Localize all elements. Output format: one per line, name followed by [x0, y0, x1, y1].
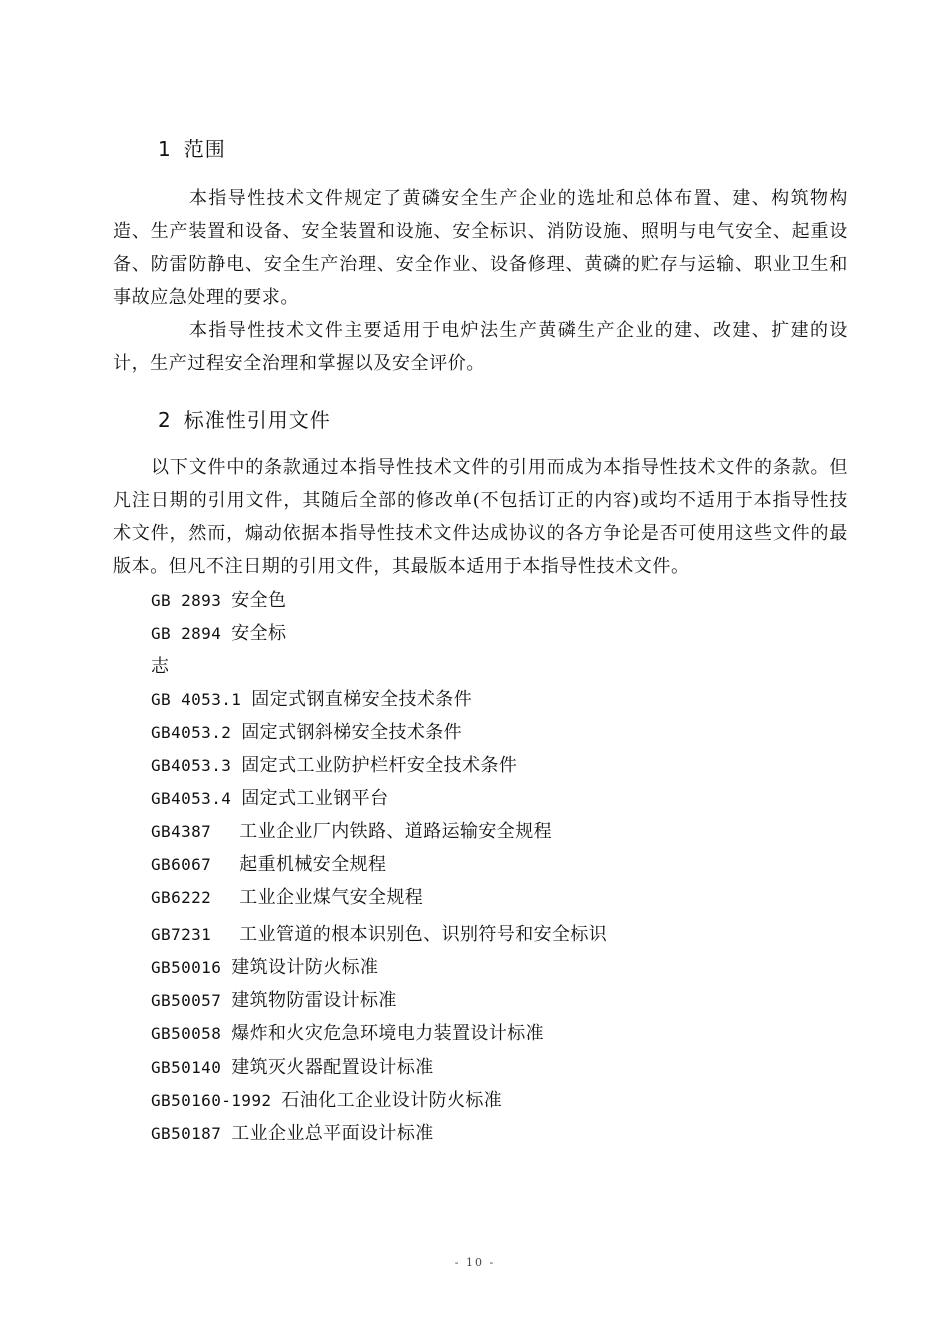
section-1-title: 范围 — [183, 137, 226, 161]
reference-item — [151, 751, 517, 777]
reference-title: 安全标 — [231, 623, 287, 644]
reference-code: GB 2894 — [151, 624, 222, 643]
reference-title: 石油化工企业设计防火标准 — [281, 1090, 503, 1111]
reference-title: 起重机械安全规程 — [239, 854, 387, 875]
reference-code: GB4053.4 — [151, 789, 232, 808]
reference-code: GB4053.3 — [151, 756, 232, 775]
reference-code: GB 4053.1 — [151, 690, 242, 709]
reference-item — [151, 1019, 544, 1045]
section-1-paragraph-2: 本指导性技术文件主要适用于电炉法生产黄磷生产企业的建、改建、扩建的设计，生产过程安全治理和掌握以及安全评价。 — [113, 320, 848, 374]
reference-item — [151, 718, 462, 744]
reference-code: GB50140 — [151, 1058, 222, 1077]
section-2-intro: 以下文件中的条款通过本指导性技术文件的引用而成为本指导性技术文件的条款。但凡注日期的引用文件，其随后全部的修改单(不包括订正的内容)或均不适用于本指导性技术文件，然而，煽动依据本指导性技术文件达成协议的各方争论是否可使用这些文件的最版本。但凡不注日期的引用文件，其最版本适用于本指导性技术文件。 — [113, 457, 848, 577]
reference-title: 工业管道的根本识别色、识别符号和安全标识 — [239, 924, 608, 945]
reference-code: GB 2893 — [151, 591, 222, 610]
section-2-title: 标准性引用文件 — [183, 408, 331, 432]
reference-item — [151, 619, 286, 645]
reference-item — [151, 953, 378, 979]
section-1-heading — [158, 133, 226, 162]
reference-code: GB50058 — [151, 1024, 222, 1043]
reference-title: 建筑设计防火标准 — [231, 957, 379, 978]
reference-item — [151, 817, 552, 843]
reference-item — [151, 652, 169, 678]
reference-code: GB50160-1992 — [151, 1091, 272, 1110]
reference-item — [151, 586, 286, 612]
reference-item — [151, 784, 388, 810]
reference-item — [151, 986, 397, 1012]
reference-code: GB50016 — [151, 958, 222, 977]
reference-item — [151, 883, 423, 909]
reference-title: 工业企业厂内铁路、道路运输安全规程 — [239, 821, 553, 842]
reference-title: 固定式工业钢平台 — [241, 788, 389, 809]
reference-code: GB7231 — [151, 925, 212, 944]
reference-title: 爆炸和火灾危急环境电力装置设计标准 — [231, 1023, 545, 1044]
reference-item — [151, 1119, 434, 1145]
reference-code: GB6067 — [151, 855, 212, 874]
reference-item — [151, 1086, 502, 1112]
page-number: - 10 - — [454, 1256, 496, 1269]
section-2-heading — [158, 404, 331, 433]
section-1-number: 1 — [158, 137, 172, 161]
section-1-paragraph-1: 本指导性技术文件规定了黄磷安全生产企业的选址和总体布置、建、构筑物构造、生产装置和设备、安全装置和设施、安全标识、消防设施、照明与电气安全、起重设备、防雷防静电、安全生产治理、安全作业、设备修理、黄磷的贮存与运输、职业卫生和事故应急处理的要求。 — [113, 188, 848, 308]
reference-title: 固定式钢斜梯安全技术条件 — [241, 722, 463, 743]
section-2-number: 2 — [158, 408, 172, 432]
reference-title: 安全色 — [231, 590, 287, 611]
reference-code: GB50057 — [151, 991, 222, 1010]
reference-code: GB6222 — [151, 888, 212, 907]
reference-title: 工业企业总平面设计标准 — [231, 1123, 434, 1144]
reference-title: 固定式工业防护栏杆安全技术条件 — [241, 755, 518, 776]
reference-code: GB50187 — [151, 1124, 222, 1143]
reference-title: 固定式钢直梯安全技术条件 — [251, 689, 473, 710]
reference-item — [151, 1053, 434, 1079]
reference-title: 工业企业煤气安全规程 — [239, 887, 424, 908]
reference-title: 建筑灭火器配置设计标准 — [231, 1057, 434, 1078]
reference-code: GB4387 — [151, 822, 212, 841]
reference-item — [151, 685, 472, 711]
reference-title: 建筑物防雷设计标准 — [231, 990, 397, 1011]
reference-item — [151, 920, 607, 946]
reference-code: GB4053.2 — [151, 723, 232, 742]
reference-title: 志 — [151, 656, 170, 677]
reference-item — [151, 850, 386, 876]
